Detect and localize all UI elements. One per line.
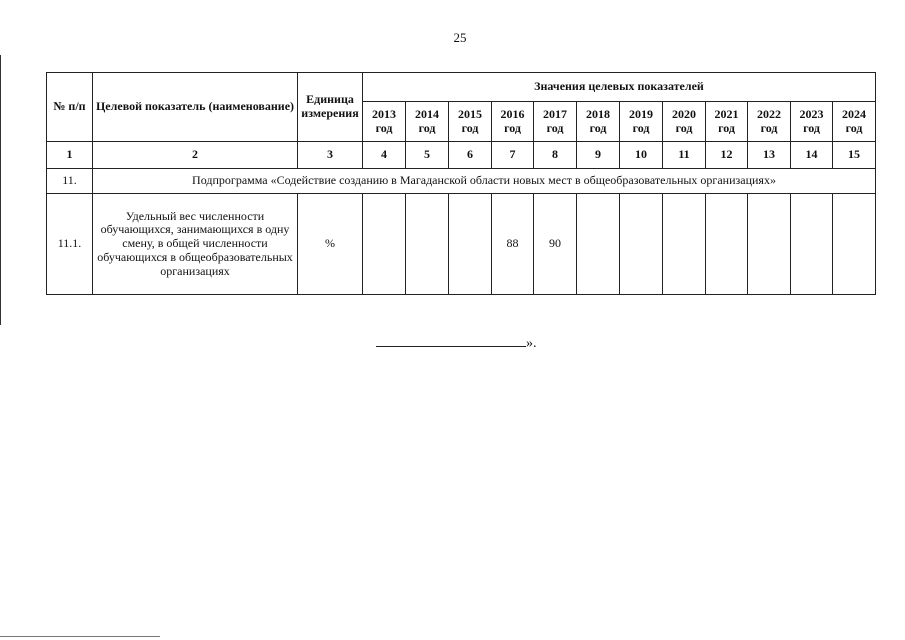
- year-suffix: год: [461, 120, 479, 135]
- header-year-2021: [706, 102, 748, 142]
- column-numbers-row: [47, 142, 876, 169]
- page-number: 25: [453, 30, 467, 45]
- year-suffix: год: [675, 120, 693, 135]
- year-suffix: год: [718, 120, 735, 135]
- indicator-row: [47, 194, 876, 295]
- header-year-2016: [492, 102, 534, 142]
- year-value: 2016: [500, 106, 525, 121]
- header-year-2015: [449, 102, 492, 142]
- column-number-cell: 1: [47, 142, 93, 169]
- year-value: 2015: [458, 106, 482, 121]
- column-number-cell: 2: [93, 142, 298, 169]
- year-value: 2021: [714, 106, 739, 121]
- year-suffix: год: [760, 120, 778, 135]
- column-number-cell: 9: [577, 142, 620, 169]
- value-cell-2024: [833, 194, 876, 295]
- row-number: 11.1.: [47, 194, 93, 295]
- subprogram-number: 11.: [47, 169, 93, 194]
- column-number-cell: 15: [833, 142, 876, 169]
- value-cell-2020: [663, 194, 706, 295]
- year-suffix: год: [845, 120, 863, 135]
- value-cell-2016: 88: [492, 194, 534, 295]
- column-number-cell: 4: [363, 142, 406, 169]
- column-number-cell: 7: [492, 142, 534, 169]
- header-number: № п/п: [47, 73, 93, 142]
- target-indicators-table: [46, 72, 876, 295]
- value-cell-2022: [748, 194, 791, 295]
- subprogram-title: Подпрограмма «Содействие созданию в Магаданской области новых мест в общеобразовательных организациях»: [93, 169, 876, 194]
- header-year-2014: [406, 102, 449, 142]
- header-indicator: Целевой показатель (наименование): [93, 73, 298, 142]
- header-year-2023: [791, 102, 833, 142]
- year-suffix: год: [418, 120, 436, 135]
- value-cell-2013: [363, 194, 406, 295]
- header-year-2024: [833, 102, 876, 142]
- closing-rule: [376, 336, 526, 347]
- header-values: Значения целевых показателей: [363, 73, 876, 102]
- column-number-cell: 10: [620, 142, 663, 169]
- year-value: 2019: [629, 106, 653, 121]
- year-value: 2024: [842, 106, 866, 121]
- year-suffix: год: [375, 120, 393, 135]
- year-value: 2022: [757, 106, 781, 121]
- year-suffix: год: [546, 120, 564, 135]
- row-unit: %: [298, 194, 363, 295]
- year-suffix: год: [803, 120, 820, 135]
- value-cell-2021: [706, 194, 748, 295]
- column-number-cell: 11: [663, 142, 706, 169]
- value-cell-2019: [620, 194, 663, 295]
- value-cell-2018: [577, 194, 620, 295]
- header-year-2020: [663, 102, 706, 142]
- year-value: 2014: [415, 106, 439, 121]
- value-cell-2017: 90: [534, 194, 577, 295]
- year-value: 2013: [372, 106, 396, 121]
- year-value: 2020: [672, 106, 696, 121]
- closing-quote: ».: [526, 336, 537, 351]
- header-year-2019: [620, 102, 663, 142]
- year-suffix: год: [589, 120, 607, 135]
- column-number-cell: 3: [298, 142, 363, 169]
- year-value: 2018: [586, 106, 610, 121]
- scan-edge-bottom: [0, 636, 160, 637]
- closing-line: [376, 336, 537, 352]
- header-unit: Единица измерения: [298, 73, 363, 142]
- column-number-cell: 13: [748, 142, 791, 169]
- header-row-1: [47, 73, 876, 102]
- value-cell-2023: [791, 194, 833, 295]
- year-suffix: год: [632, 120, 650, 135]
- row-indicator: Удельный вес численности обучающихся, занимающихся в одну смену, в общей численности обучающихся в общеобразовательных организациях: [93, 194, 298, 295]
- value-cell-2014: [406, 194, 449, 295]
- column-number-cell: 6: [449, 142, 492, 169]
- scan-edge-left: [0, 55, 1, 325]
- year-value: 2017: [543, 106, 567, 121]
- year-value: 2023: [799, 106, 824, 121]
- header-year-2018: [577, 102, 620, 142]
- header-year-2022: [748, 102, 791, 142]
- column-number-cell: 8: [534, 142, 577, 169]
- value-cell-2015: [449, 194, 492, 295]
- subprogram-row: [47, 169, 876, 194]
- year-suffix: год: [504, 120, 521, 135]
- header-year-2017: [534, 102, 577, 142]
- column-number-cell: 14: [791, 142, 833, 169]
- column-number-cell: 5: [406, 142, 449, 169]
- column-number-cell: 12: [706, 142, 748, 169]
- header-year-2013: [363, 102, 406, 142]
